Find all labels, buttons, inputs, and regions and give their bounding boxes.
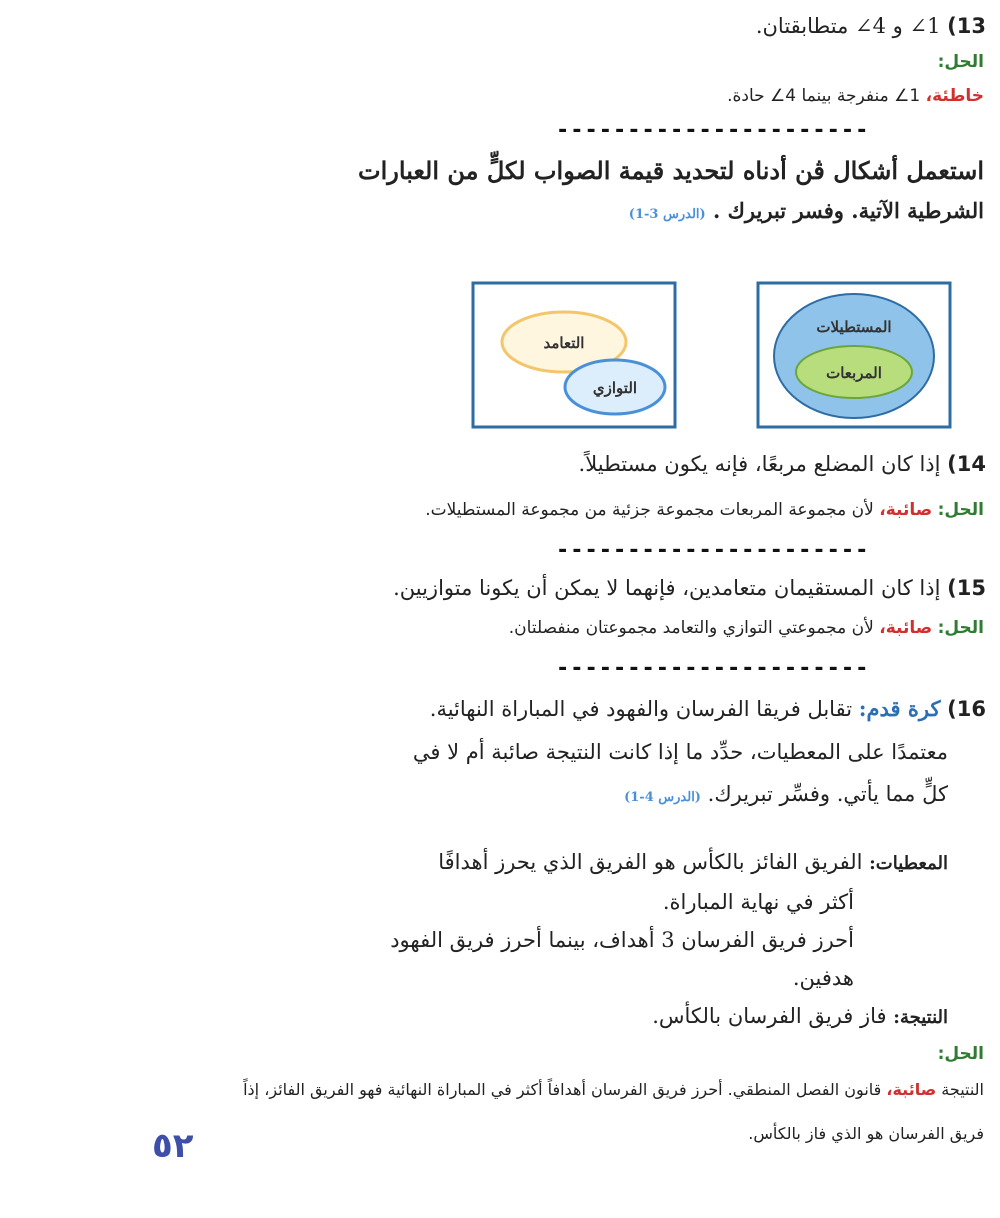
q16-line2: معتمدًا على المعطيات، حدِّد ما إذا كانت النتيجة صائبة أم لا في bbox=[412, 740, 948, 764]
q16-verdict: صائبة، bbox=[886, 1080, 937, 1099]
q13-number: 13) bbox=[947, 14, 986, 38]
venn-diagrams bbox=[470, 280, 970, 432]
q16-sol-prefix: النتيجة bbox=[941, 1080, 984, 1099]
venn-right-inner-label: المربعات bbox=[826, 364, 882, 382]
venn-right-outer-label: المستطيلات bbox=[816, 318, 892, 336]
q14-verdict: صائبة، bbox=[879, 500, 933, 520]
instructions-line2: الشرطية الآتية. وفسر تبريرك . bbox=[713, 198, 984, 223]
instructions-line1: استعمل أشكال ڤن أدناه لتحديد قيمة الصواب لكلٍّ من العبارات bbox=[358, 156, 984, 185]
q13-solution-row bbox=[727, 86, 984, 106]
venn-left-outer-label: التعامد bbox=[543, 334, 585, 352]
q15-explanation: لأن مجموعتي التوازي والتعامد مجموعتان منفصلتان. bbox=[508, 618, 874, 638]
separator-2: ---------------------- bbox=[556, 538, 870, 563]
separator-1: ---------------------- bbox=[556, 118, 870, 143]
q16-givens-label: المعطيات: bbox=[869, 853, 948, 874]
q13-statement-row bbox=[756, 14, 986, 38]
q16-lesson: (الدرس 4-1) bbox=[624, 790, 701, 805]
q13-explanation: 1∠ منفرجة بينما 4∠ حادة. bbox=[727, 86, 921, 106]
q15-number: 15) bbox=[947, 576, 986, 600]
q15-statement-row bbox=[393, 576, 986, 600]
q14-statement: إذا كان المضلع مربعًا، فإنه يكون مستطيلاً. bbox=[578, 452, 941, 476]
separator-3: ---------------------- bbox=[556, 656, 870, 681]
q16-given1b: أكثر في نهاية المباراة. bbox=[662, 890, 854, 914]
q14-solution-row bbox=[425, 500, 984, 520]
q16-line1: تقابل فريقا الفرسان والفهود في المباراة النهائية. bbox=[429, 697, 853, 721]
instructions-line2-row bbox=[629, 198, 984, 223]
q16-number: 16) bbox=[947, 697, 986, 721]
q16-sol-line2: فريق الفرسان هو الذي فاز بالكأس. bbox=[748, 1124, 984, 1143]
q16-line3: كلٍّ مما يأتي. وفسِّر تبريرك. bbox=[707, 782, 948, 806]
q16-given2a: أحرز فريق الفرسان 3 أهداف، بينما أحرز فريق الفهود bbox=[390, 928, 854, 952]
q14-number: 14) bbox=[947, 452, 986, 476]
q14-solution-label: الحل: bbox=[937, 500, 984, 520]
q16-line3-row bbox=[624, 782, 948, 806]
q16-given1a-row bbox=[438, 850, 948, 874]
q13-verdict: خاطئة، bbox=[925, 86, 984, 106]
q15-verdict: صائبة، bbox=[879, 618, 933, 638]
q13-statement: 1∠ و 4∠ متطابقتان. bbox=[755, 14, 941, 38]
q14-explanation: لأن مجموعة المربعات مجموعة جزئية من مجموعة المستطيلات. bbox=[425, 500, 874, 520]
q16-conclusion-row bbox=[652, 1004, 948, 1028]
q16-given2b: هدفين. bbox=[792, 966, 854, 990]
q16-title: كرة قدم: bbox=[858, 696, 941, 721]
q16-solution-label: الحل: bbox=[937, 1044, 984, 1064]
instructions-lesson: (الدرس 3-1) bbox=[628, 207, 706, 222]
q16-sol-line1: قانون الفصل المنطقي. أحرز فريق الفرسان أهدافاً أكثر في المباراة النهائية فهو الفريق الفائز، إذاً bbox=[243, 1080, 882, 1099]
q16-conclusion: فاز فريق الفرسان بالكأس. bbox=[652, 1004, 887, 1028]
q14-statement-row bbox=[579, 452, 986, 476]
q15-solution-label: الحل: bbox=[937, 618, 984, 638]
q15-statement: إذا كان المستقيمان متعامدين، فإنهما لا يمكن أن يكونا متوازيين. bbox=[393, 576, 941, 600]
q16-line1-row bbox=[430, 696, 986, 721]
q16-conclusion-label: النتيجة: bbox=[893, 1007, 948, 1028]
q15-solution-row bbox=[509, 618, 984, 638]
page-number: ٥٢ bbox=[152, 1126, 194, 1166]
q13-solution-label: الحل: bbox=[937, 52, 984, 72]
q16-given1a: الفريق الفائز بالكأس هو الفريق الذي يحرز أهدافًا bbox=[438, 850, 863, 874]
q16-solution-line1-row bbox=[243, 1080, 984, 1099]
venn-left-inner-label: التوازي bbox=[592, 379, 638, 397]
